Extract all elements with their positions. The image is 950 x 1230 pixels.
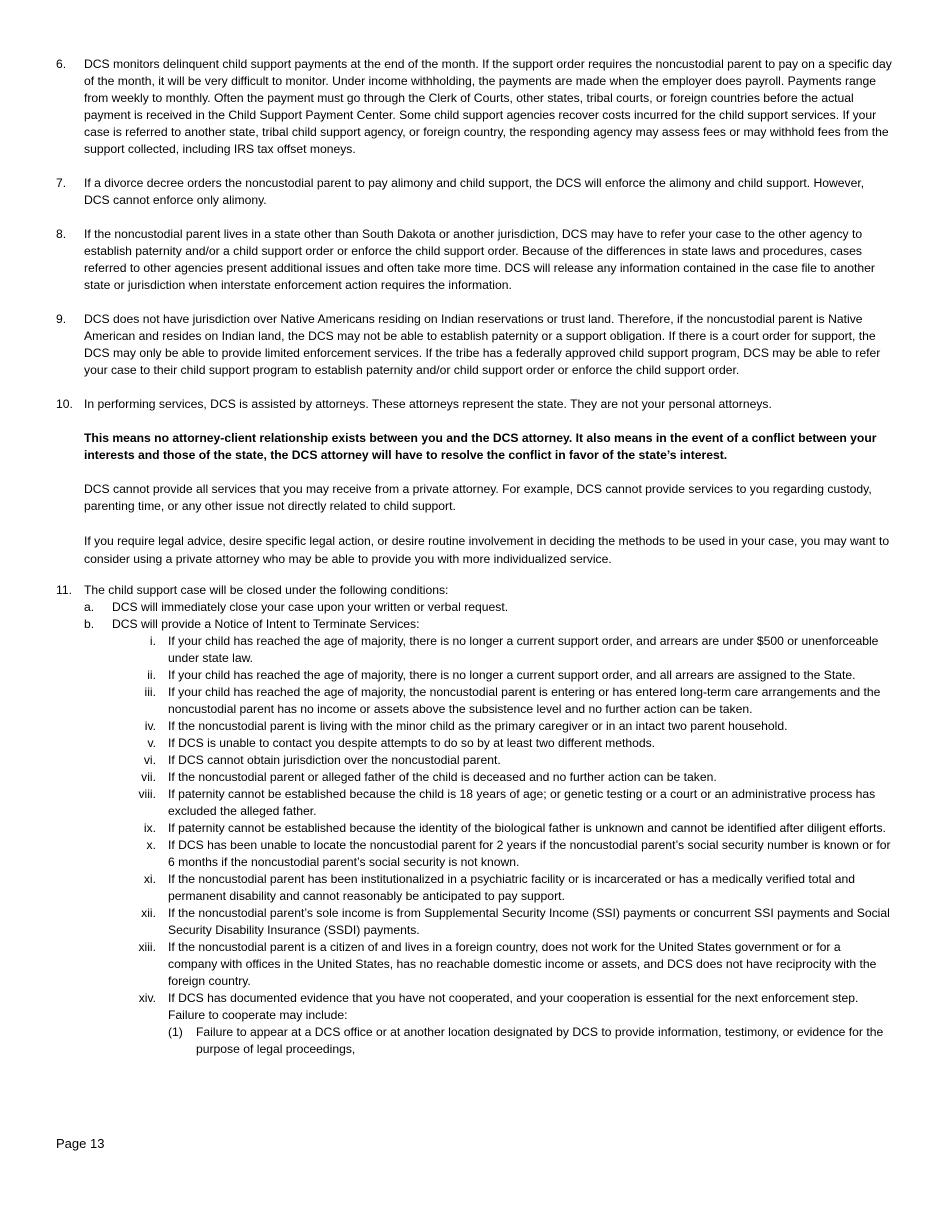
condition-text: If the noncustodial parent is a citizen of and lives in a foreign country, does not work for the United States government or for a company with offices in the United States, has no reachable domestic income or assets, and DCS does not have reciprocity with the foreign country.: [168, 940, 877, 988]
item-number: 8.: [56, 227, 67, 241]
item-number: 9.: [56, 312, 67, 326]
condition-item: [140, 633, 892, 667]
sub-item-a: [84, 599, 892, 616]
item-text: If a divorce decree orders the noncustodial parent to pay alimony and child support, the DCS will enforce the alimony and child support. However, DCS cannot enforce only alimony.: [84, 176, 865, 207]
condition-text: If the noncustodial parent or alleged father of the child is deceased and no further action can be taken.: [168, 770, 717, 784]
condition-number: ii.: [147, 668, 156, 682]
list-item-11: [0, 582, 950, 1058]
condition-text: If DCS has been unable to locate the noncustodial parent for 2 years if the noncustodial parent’s social security number is known or for 6 months if the noncustodial parent’s social security is not known.: [168, 838, 891, 869]
failure-number: (1): [168, 1025, 183, 1039]
condition-item: [140, 684, 892, 718]
condition-item: [140, 820, 892, 837]
condition-text: If the noncustodial parent’s sole income is from Supplemental Security Income (SSI) payments or concurrent SSI payments and Social Security Disability Insurance (SSDI) payments.: [168, 906, 890, 937]
item-text: DCS does not have jurisdiction over Native Americans residing on Indian reservations or trust land. Therefore, if the noncustodial parent is Native American and resides on Indian land, the DCS may not be able to establish paternity or a support obligation. If there is a court order for support, the DCS may only be able to provide limited enforcement services. If the tribe has a federally approved child support program, DCS may be able to refer your case to their child support program to establish paternity and/or child support order or enforce the child support order.: [84, 312, 881, 377]
sub-item-b: [84, 616, 892, 633]
condition-number: v.: [147, 736, 156, 750]
condition-number: i.: [149, 634, 156, 648]
attorney-notice-bold: This means no attorney-client relationship exists between you and the DCS attorney. It also means in the event of a conflict between your interests and those of the state, the DCS attorney will have to resolve the conflict in favor of the state’s interest.: [84, 431, 877, 462]
failure-item: [168, 1024, 892, 1058]
condition-number: vii.: [141, 770, 156, 784]
condition-item: [140, 769, 892, 786]
item-paragraph: If you require legal advice, desire specific legal action, or desire routine involvement in deciding the methods to be used in your case, you may want to consider using a private attorney who may be able to provide you with more individualized service.: [84, 534, 890, 566]
sub-item-text: DCS will immediately close your case upon your written or verbal request.: [112, 600, 509, 614]
condition-number: xi.: [143, 872, 156, 886]
condition-item: [140, 735, 892, 752]
condition-number: viii.: [138, 787, 156, 801]
sub-item-letter: b.: [84, 617, 95, 631]
condition-item: [140, 786, 892, 820]
item-number: 6.: [56, 57, 67, 71]
condition-number: xii.: [141, 906, 156, 920]
failure-intro: Failure to cooperate may include:: [168, 1008, 348, 1022]
document-body: [0, 56, 950, 1075]
condition-item: [140, 939, 892, 990]
condition-number: x.: [146, 838, 156, 852]
condition-text: If DCS is unable to contact you despite attempts to do so by at least two different methods.: [168, 736, 656, 750]
condition-item: [140, 718, 892, 735]
page-number: Page 13: [56, 1136, 105, 1151]
condition-text: If your child has reached the age of majority, there is no longer a current support order, and all arrears are assigned to the State.: [168, 668, 856, 682]
condition-text: If your child has reached the age of majority, there is no longer a current support order, and arrears are under $500 or unenforceable under state law.: [168, 634, 879, 665]
condition-number: iv.: [144, 719, 156, 733]
condition-item: [140, 871, 892, 905]
list-item-9: [0, 311, 950, 379]
condition-text: If the noncustodial parent is living with the minor child as the primary caregiver or in an intact two parent household.: [168, 719, 788, 733]
item-text: The child support case will be closed under the following conditions:: [84, 583, 449, 597]
condition-text: If the noncustodial parent has been institutionalized in a psychiatric facility or is incarcerated or has a medically verified total and permanent disability and cannot reasonably be anticipated to pay support.: [168, 872, 855, 903]
item-number: 10.: [56, 397, 73, 411]
item-number: 7.: [56, 176, 67, 190]
condition-item: [140, 667, 892, 684]
condition-number: xiii.: [138, 940, 156, 954]
item-text: In performing services, DCS is assisted by attorneys. These attorneys represent the state. They are not your personal attorneys.: [84, 397, 772, 411]
list-item-8: [0, 226, 950, 294]
item-text: DCS monitors delinquent child support payments at the end of the month. If the support order requires the noncustodial parent to pay on a specific day of the month, it will be very difficult to monitor. Under income withholding, the payments are made when the employer does payroll. Payments range from weekly to monthly. Often the payment must go through the Clerk of Courts, other states, tribal courts, or foreign countries before the actual payment is received in the Child Support Payment Center. Some child support agencies recover costs incurred for the child support services. If your case is referred to another state, tribal child support agency, or foreign country, the responding agency may assess fees or may withhold fees from the support collected, including IRS tax offset moneys.: [84, 57, 892, 156]
condition-text: If DCS has documented evidence that you have not cooperated, and your cooperation is essential for the next enforcement step.: [168, 991, 859, 1005]
condition-number: vi.: [143, 753, 156, 767]
condition-item: [140, 837, 892, 871]
failure-text: Failure to appear at a DCS office or at another location designated by DCS to provide information, testimony, or evidence for the purpose of legal proceedings,: [196, 1025, 884, 1056]
sub-item-text: DCS will provide a Notice of Intent to Terminate Services:: [112, 617, 420, 631]
item-number: 11.: [56, 583, 72, 597]
item-text: If the noncustodial parent lives in a state other than South Dakota or another jurisdiction, DCS may have to refer your case to the other agency to establish paternity and/or a child support order or enforce the child support order. Because of the differences in state laws and procedures, cases referred to other agencies present additional issues and often take more time. DCS will release any information contained in the case file to another state or jurisdiction when interstate enforcement action requires the information.: [84, 227, 875, 292]
list-item-7: [0, 175, 950, 209]
condition-text: If your child has reached the age of majority, the noncustodial parent is entering or has entered long-term care arrangements and the noncustodial parent has no income or assets above the subsistence level and no further action can be taken.: [168, 685, 881, 716]
sub-item-letter: a.: [84, 600, 95, 614]
list-item-6: [0, 56, 950, 158]
condition-item: [140, 990, 892, 1058]
condition-text: If paternity cannot be established because the identity of the biological father is unknown and cannot be identified after diligent efforts.: [168, 821, 886, 835]
condition-number: ix.: [143, 821, 156, 835]
condition-number: iii.: [144, 685, 156, 699]
list-item-10: [0, 396, 950, 568]
condition-number: xiv.: [138, 991, 156, 1005]
item-paragraph: DCS cannot provide all services that you may receive from a private attorney. For example, DCS cannot provide services to you regarding custody, parenting time, or any other issue not directly related to child support.: [84, 482, 872, 513]
condition-item: [140, 905, 892, 939]
closure-conditions-list: [140, 633, 892, 1058]
condition-item: [140, 752, 892, 769]
condition-text: If DCS cannot obtain jurisdiction over the noncustodial parent.: [168, 753, 501, 767]
condition-text: If paternity cannot be established because the child is 18 years of age; or genetic testing or a court or an administrative process has excluded the alleged father.: [168, 787, 876, 818]
